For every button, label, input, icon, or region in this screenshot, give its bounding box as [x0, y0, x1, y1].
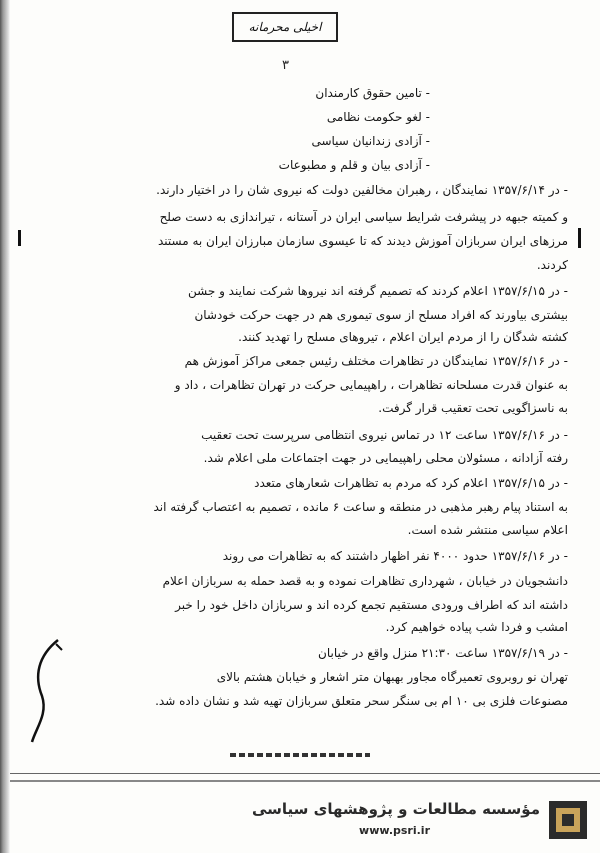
report-line: - در ۱۳۵۷/۶/۱۶ ساعت ۱۲ در تماس نیروی انتظامی سرپرست تحت تعقیب: [201, 428, 568, 442]
report-line: اعلام سیاسی منتشر شده است.: [407, 523, 568, 537]
report-line: - در ۱۳۵۷/۶/۱۴ نمایندگان ، رهبران مخالفین دولت که نیروی شان را در اختیار دارند.: [156, 183, 568, 197]
institute-name: مؤسسه مطالعات و پژوهشهای سیاسی: [251, 800, 540, 818]
report-line: مصنوعات فلزی بی ۱۰ ام بی سنگر سحر متعلق سربازان تهیه شد و نشان داده شد.: [155, 694, 568, 708]
closing-dash-line: [230, 753, 370, 757]
report-line: داشته اند که اطراف ورودی مستقیم تجمع کرده اند و سربازان داخل خود را خبر: [175, 598, 568, 612]
report-line: به عنوان قدرت مسلحانه تظاهرات ، راهپیمایی حرکت در تهران تظاهرات ، داد و: [174, 378, 568, 392]
report-line: دانشجویان در خیابان ، شهرداری تظاهرات نموده و به قصد حمله به سربازان اعلام: [162, 574, 568, 588]
institute-logo-icon: [548, 800, 588, 840]
report-line: به استناد پیام رهبر مذهبی در منطقه و ساعت ۶ مانده ، تصمیم به اعتصاب گرفته اند: [153, 500, 568, 514]
report-line: رفته آزادانه ، مسئولان محلی راهپیمایی در جهت اجتماعات ملی اعلام شد.: [203, 451, 568, 465]
report-line: بیشتری بیاورند که افراد مسلح از سوی تیموری هم در جهت حرکت خودشان: [194, 308, 568, 322]
margin-annotation-mark: [28, 636, 68, 746]
report-line: - در ۱۳۵۷/۶/۱۶ حدود ۴۰۰۰ نفر اظهار داشتند که به تظاهرات می روند: [222, 549, 568, 563]
report-line: - در ۱۳۵۷/۶/۱۵ اعلام کرد که مردم به تظاهرات شعارهای متعدد: [254, 476, 568, 490]
demand-item: - لغو حکومت نظامی: [326, 110, 430, 124]
margin-bracket: [18, 230, 25, 246]
report-line: امشب و فردا شب پیاده خواهیم کرد.: [385, 620, 568, 634]
report-line: مرزهای ایران سربازان آموزش دیدند که تا عیسوی سازمان مبارزان ایران به مستند: [157, 234, 568, 248]
demand-item: - تامین حقوق کارمندان: [315, 86, 430, 100]
footer-divider: [10, 780, 600, 782]
footer-divider: [10, 773, 600, 774]
margin-bracket: [556, 228, 581, 248]
classification-stamp: اخیلی محرمانه: [232, 12, 338, 42]
scan-edge-shadow: [0, 0, 10, 853]
page-number: ۳: [282, 58, 289, 73]
demand-item: - آزادی زندانیان سیاسی: [311, 134, 430, 148]
report-line: - در ۱۳۵۷/۶/۱۶ نمایندگان در تظاهرات مختلف رئیس جمعی مراکز آموزش هم: [184, 354, 568, 368]
report-line: - در ۱۳۵۷/۶/۱۵ اعلام کردند که تصمیم گرفته اند نیروها شرکت نمایند و جشن: [188, 284, 568, 298]
report-line: - در ۱۳۵۷/۶/۱۹ ساعت ۲۱:۳۰ منزل واقع در خیابان: [318, 646, 568, 660]
report-line: تهران نو روبروی تعمیرگاه مجاور بهبهان متر اشعار و خیابان هشتم بالای: [216, 670, 568, 684]
demand-item: - آزادی بیان و قلم و مطبوعات: [278, 158, 430, 172]
report-line: کشته شدگان را از مردم ایران اعلام ، تیروهای مسلح را تهدید کنند.: [238, 330, 568, 344]
report-line: و کمیته جبهه در پیشرفت شرایط سیاسی ایران در آستانه ، تیراندازی به دست صلح: [159, 210, 568, 224]
report-line: کردند.: [536, 258, 568, 272]
report-line: به ناسزاگویی تحت تعقیب قرار گرفت.: [378, 401, 568, 415]
institute-url: www.psri.ir: [359, 824, 430, 837]
